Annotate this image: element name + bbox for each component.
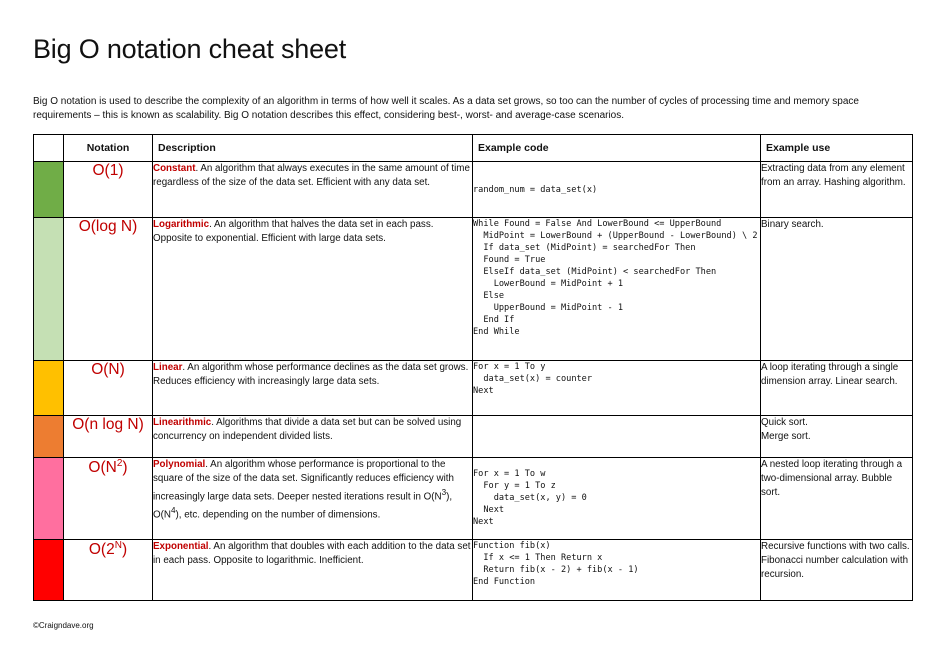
- complexity-name: Polynomial: [153, 459, 206, 470]
- description-cell: [153, 416, 473, 458]
- use-text: Quick sort. Merge sort.: [761, 417, 811, 442]
- description-cell: [153, 218, 473, 361]
- complexity-name: Linearithmic: [153, 417, 212, 428]
- table-row: [34, 218, 913, 361]
- complexity-name: Logarithmic: [153, 219, 210, 230]
- swatch-header: [34, 135, 64, 162]
- description-text: ), O(N: [153, 490, 453, 520]
- color-swatch: [34, 458, 64, 540]
- description-cell: [153, 458, 473, 540]
- page-title: Big O notation cheat sheet: [33, 34, 347, 64]
- code-block: While Found = False And LowerBound <= UpperBound MidPoint = LowerBound + (UpperBound - LowerBound) \ 2 If data_set (MidPoint) = searchedFor Then Found = True ElseIf data_set (MidPoint) < searchedFor Then LowerBound = MidPoint + 1 Else UpperBound = MidPoint - 1 End If End While: [473, 219, 758, 337]
- code-block: Function fib(x) If x <= 1 Then Return x Return fib(x - 2) + fib(x - 1) End Function: [473, 541, 639, 587]
- code-cell: [473, 361, 761, 416]
- description-cell: [153, 162, 473, 218]
- copyright-footer: ©Craigndave.org: [33, 621, 94, 630]
- color-swatch: [34, 416, 64, 458]
- use-cell: Binary search.: [761, 218, 913, 361]
- notation-superscript: 2: [116, 458, 123, 469]
- notation-header: Notation: [64, 135, 153, 162]
- big-o-table: [33, 134, 913, 601]
- description-header: Description: [153, 135, 473, 162]
- complexity-name: Exponential: [153, 541, 209, 552]
- notation-cell: O(log N): [64, 218, 153, 361]
- notation-cell: [64, 458, 153, 540]
- table-row: [34, 162, 913, 218]
- code-cell: [473, 540, 761, 601]
- table-row: [34, 540, 913, 601]
- description-text: . An algorithm that halves the data set in each pass. Opposite to exponential. Efficient with large data sets.: [153, 219, 434, 244]
- code-block: random_num = data_set(x): [473, 184, 598, 195]
- description-text: . An algorithm whose performance declines as the data set grows. Reduces efficiency with increasingly large data sets.: [153, 362, 469, 387]
- code-block: For x = 1 To y data_set(x) = counter Next: [473, 362, 593, 396]
- table-row: [34, 361, 913, 416]
- table-header-row: [34, 135, 913, 162]
- code-cell: [473, 218, 761, 361]
- description-text: . Algorithms that divide a data set but can be solved using concurrency on independent divided lists.: [153, 417, 462, 442]
- notation-base: O(2: [88, 541, 115, 559]
- notation-cell: O(1): [64, 162, 153, 218]
- complexity-name: Constant: [153, 163, 196, 174]
- notation-cell: O(N): [64, 361, 153, 416]
- notation-cell: O(n log N): [64, 416, 153, 458]
- description-superscript: 3: [441, 487, 447, 497]
- description-cell: [153, 361, 473, 416]
- use-cell: A loop iterating through a single dimension array. Linear search.: [761, 361, 913, 416]
- notation-cell: [64, 540, 153, 601]
- color-swatch: [34, 218, 64, 361]
- use-header: Example use: [761, 135, 913, 162]
- table-row: [34, 416, 913, 458]
- notation-base: O(N: [88, 459, 117, 477]
- code-cell: [473, 458, 761, 540]
- description-superscript: 4: [170, 505, 176, 515]
- notation-end: ): [122, 459, 128, 477]
- description-cell: [153, 540, 473, 601]
- color-swatch: [34, 162, 64, 218]
- code-cell: [473, 416, 761, 458]
- color-swatch: [34, 540, 64, 601]
- color-swatch: [34, 361, 64, 416]
- complexity-name: Linear: [153, 362, 183, 373]
- use-cell: [761, 416, 913, 458]
- description-text: . An algorithm that always executes in the same amount of time regardless of the size of the data set. Efficient with any data set.: [153, 163, 470, 188]
- notation-superscript: N: [114, 540, 122, 551]
- description-text: ), etc. depending on the number of dimensions.: [175, 508, 381, 520]
- code-cell: [473, 162, 761, 218]
- intro-paragraph: Big O notation is used to describe the complexity of an algorithm in terms of how well it scales. As a data set grows, so too can the number of cycles of processing time and memory space requirements – this is known as scalability. Big O notation describes this effect, considering best-, worst- and average-case scenarios.: [33, 96, 859, 121]
- use-cell: A nested loop iterating through a two-dimensional array. Bubble sort.: [761, 458, 913, 540]
- use-cell: Recursive functions with two calls. Fibonacci number calculation with recursion.: [761, 540, 913, 601]
- use-cell: Extracting data from any element from an array. Hashing algorithm.: [761, 162, 913, 218]
- description-text: . An algorithm whose performance is proportional to the square of the size of the data set. Significantly reduces efficiency with increasingly large data sets. Deeper nested iterations result in O(N: [153, 459, 454, 502]
- code-block: For x = 1 To w For y = 1 To z data_set(x, y) = 0 Next Next: [473, 469, 587, 527]
- notation-end: ): [121, 541, 128, 559]
- table-row: [34, 458, 913, 540]
- code-header: Example code: [473, 135, 761, 162]
- description-text: . An algorithm that doubles with each addition to the data set in each pass. Opposite to logarithmic. Inefficient.: [153, 541, 471, 566]
